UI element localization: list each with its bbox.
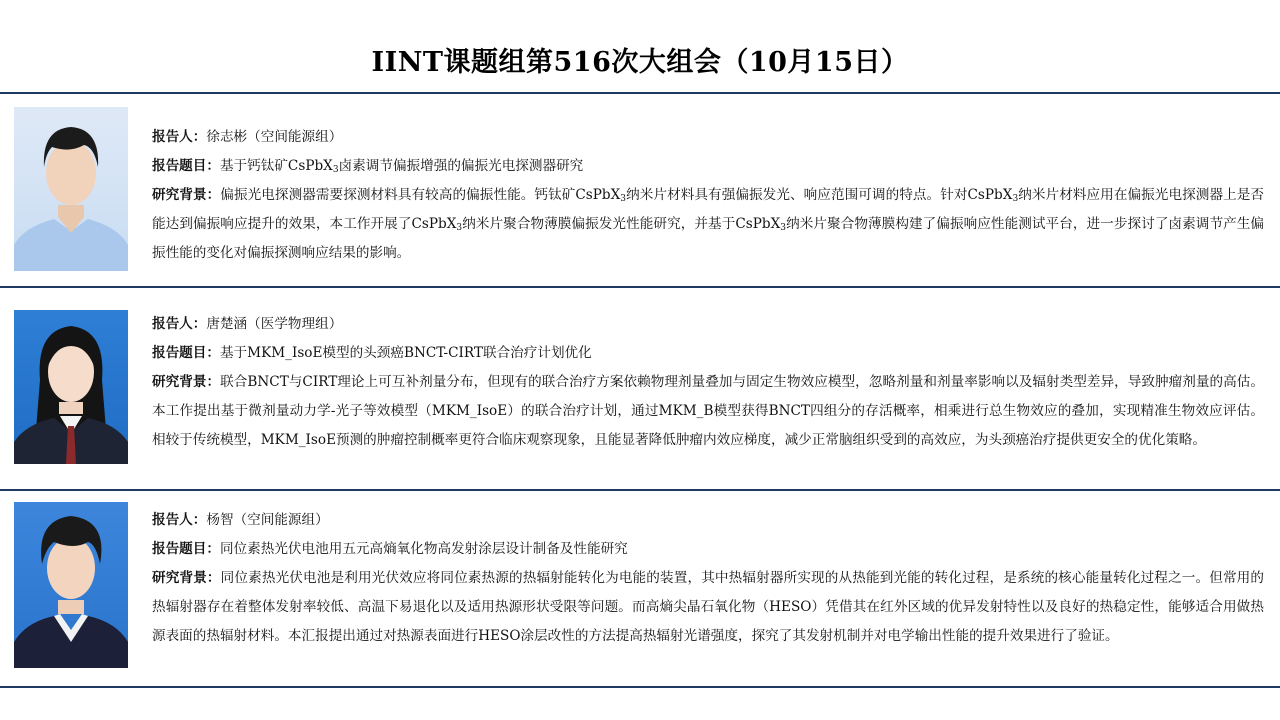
speaker-value: 徐志彬（空间能源组） [206, 129, 343, 145]
topic-line [152, 339, 1264, 368]
speaker-line [152, 310, 1264, 339]
background-value: 偏振光电探测器需要探测材料具有较高的偏振性能。钙钛矿CsPbX$_3$纳米片材料具有强偏振发光、响应范围可调的特点。针对CsPbX$_3$纳米片材料应用在偏振光电探测器上是否能达到偏振响应提升的效果，本工作开展了CsPbX$_3$纳米片聚合物薄膜偏振发光性能研究，并基于CsPbX$_3$纳米片聚合物薄膜构建了偏振响应性能测试平台，进一步探讨了卤素调节产生偏振性能的变化对偏振探测响应结果的影响。 [152, 187, 1265, 261]
report-text [152, 123, 1264, 268]
topic-line [152, 535, 1264, 564]
portrait-icon [14, 310, 128, 464]
topic-label: 报告题目： [152, 345, 220, 361]
topic-value: 基于MKM_IsoE模型的头颈癌BNCT-CIRT联合治疗计划优化 [219, 345, 592, 361]
topic-label: 报告题目： [152, 158, 220, 174]
portrait-icon [14, 107, 128, 271]
topic-value: 基于钙钛矿CsPbX$_3$卤素调节偏振增强的偏振光电探测器研究 [219, 158, 584, 175]
page-title: IINT课题组第516次大组会（10月15日） [371, 47, 909, 78]
divider [0, 489, 1280, 491]
report-text [152, 310, 1264, 455]
background-line [152, 564, 1264, 651]
background-label: 研究背景： [152, 570, 221, 586]
background-line [152, 368, 1264, 455]
speaker-value: 唐楚涵（医学物理组） [206, 316, 343, 332]
speaker-line [152, 506, 1264, 535]
background-value: 同位素热光伏电池是利用光伏效应将同位素热源的热辐射能转化为电能的装置，其中热辐射器所实现的从热能到光能的转化过程，是系统的核心能量转化过程之一。但常用的热辐射器存在着整体发射率较低、高温下易退化以及适用热源形状受限等问题。而高熵尖晶石氧化物（HESO）凭借其在红外区域的优异发射特性以及良好的热稳定性，能够适合用做热源表面的热辐射材料。本汇报提出通过对热源表面进行HESO涂层改性的方法提高热辐射光谱强度，探究了其发射机制并对电学输出性能的提升效果进行了验证。 [152, 570, 1265, 644]
speaker-photo [14, 107, 128, 271]
divider [0, 286, 1280, 288]
speaker-line [152, 123, 1264, 152]
background-value: 联合BNCT与CIRT理论上可互补剂量分布，但现有的联合治疗方案依赖物理剂量叠加与固定生物效应模型，忽略剂量和剂量率影响以及辐射类型差异，导致肿瘤剂量的高估。本工作提出基于微剂量动力学-光子等效模型（MKM_IsoE）的联合治疗计划，通过MKM_B模型获得BNCT四组分的存活概率，相乘进行总生物效应的叠加，实现精准生物效应评估。相较于传统模型，MKM_IsoE预测的肿瘤控制概率更符合临床观察现象，且能显著降低肿瘤内效应梯度，减少正常脑组织受到的高效应，为头颈癌治疗提供更安全的优化策略。 [152, 374, 1265, 448]
report-text [152, 506, 1264, 651]
speaker-label: 报告人： [152, 316, 207, 332]
background-line [152, 181, 1264, 268]
topic-line [152, 152, 1264, 181]
divider [0, 686, 1280, 688]
speaker-value: 杨智（空间能源组） [206, 512, 329, 528]
topic-value: 同位素热光伏电池用五元高熵氧化物高发射涂层设计制备及性能研究 [219, 541, 628, 557]
speaker-photo [14, 502, 128, 668]
background-label: 研究背景： [152, 374, 221, 390]
divider [0, 92, 1280, 94]
portrait-icon [14, 502, 128, 668]
topic-label: 报告题目： [152, 541, 220, 557]
speaker-photo [14, 310, 128, 464]
background-label: 研究背景： [152, 187, 221, 203]
speaker-label: 报告人： [152, 512, 207, 528]
speaker-label: 报告人： [152, 129, 207, 145]
